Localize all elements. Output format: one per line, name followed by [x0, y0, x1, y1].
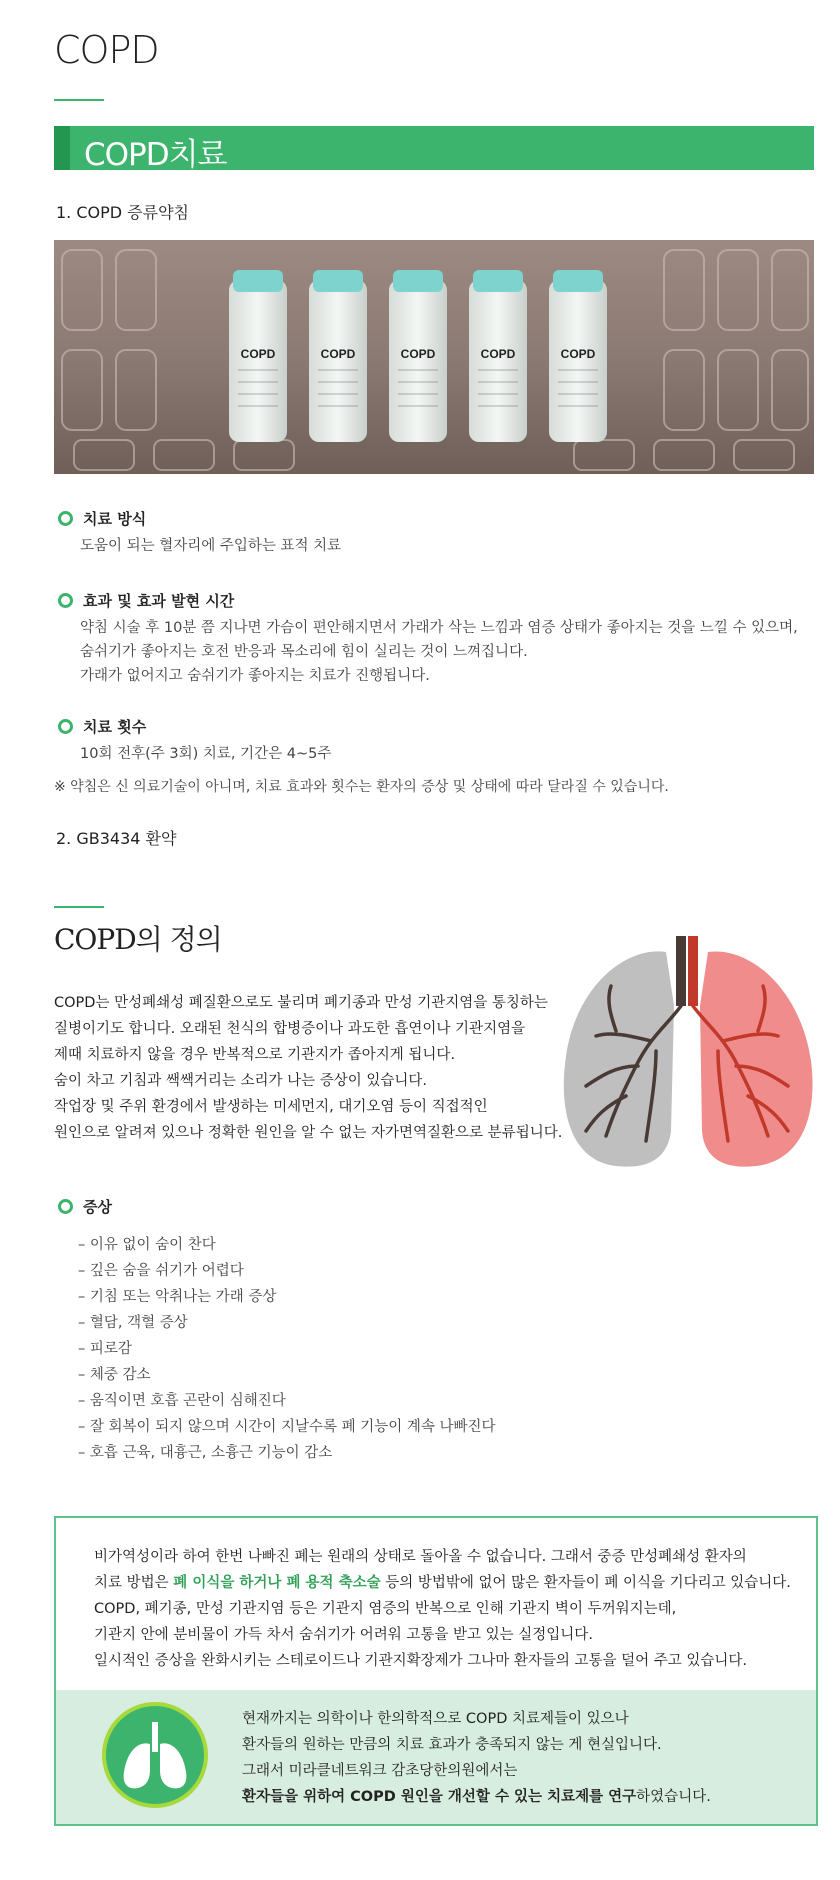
effect-heading: 효과 및 효과 발현 시간 [58, 590, 234, 611]
treatment-heading: COPD치료 [84, 137, 227, 173]
section2-title: 2. GB3434 환약 [56, 829, 177, 848]
list-item: – 움직이면 호흡 곤란이 심해진다 [78, 1393, 286, 1409]
info-box-conclusion: 현재까지는 의학이나 한의학적으로 COPD 치료제들이 있으나 환자들의 원하는 만큼의 치료 효과가 충족되지 않는 게 현실입니다. 그래서 미라클네트워크 감초당한의원에서는 환자들을 위하여 COPD 원인을 개선할 수 있는 치료제를 연구하였습니다. [242, 1711, 711, 1805]
lungs-illustration-icon [556, 936, 818, 1170]
bullet-ring-icon [58, 1199, 73, 1214]
list-item: – 잘 회복이 되지 않으며 시간이 지날수록 폐 기능이 계속 나빠진다 [78, 1419, 496, 1435]
list-item: – 기침 또는 악취나는 가래 증상 [78, 1289, 277, 1305]
title-divider [54, 99, 104, 101]
bullet-ring-icon [58, 511, 73, 526]
info-box-highlight-panel [56, 1690, 816, 1824]
section1-title: 1. COPD 증류약침 [56, 203, 189, 222]
list-item: – 피로감 [78, 1341, 132, 1357]
definition-divider [54, 906, 104, 908]
treatment-method-text: 도움이 되는 혈자리에 주입하는 표적 치료 [80, 538, 342, 554]
vial-label-4: COPD [480, 347, 516, 361]
vial-label-3: COPD [400, 347, 436, 361]
bullet-ring-icon [58, 593, 73, 608]
page-title: COPD [54, 28, 159, 72]
lungs-circle-icon [102, 1702, 208, 1808]
symptoms-heading: 증상 [58, 1196, 112, 1217]
definition-body: COPD는 만성폐쇄성 폐질환으로도 불리며 폐기종과 만성 기관지염을 통칭하는 질병이기도 합니다. 오래된 천식의 합병증이나 과도한 흡연이나 기관지염을 제때 치료하지 않을 경우 반복적으로 기관지가 좁아지게 됩니다. 숨이 차고 기침과 쌕쌕거리는 소리가 나는 증상이 있습니다. 작업장 및 주위 환경에서 발생하는 미세먼지, 대기오염 등이 직접적인 원인으로 알려져 있으나 정확한 원인을 알 수 없는 자가면역질환으로 분류됩니다. [54, 995, 563, 1141]
white-lungs-icon [106, 1706, 204, 1804]
vial-label-2: COPD [320, 347, 356, 361]
treatment-method-heading: 치료 방식 [58, 508, 146, 529]
list-item: – 체중 감소 [78, 1367, 151, 1383]
definition-title: COPD의 정의 [54, 923, 222, 956]
list-item: – 호흡 근육, 대흉근, 소흉근 기능이 감소 [78, 1445, 333, 1461]
symptoms-list [78, 1232, 496, 1466]
treatment-count-heading: 치료 횟수 [58, 716, 146, 737]
list-item: – 깊은 숨을 쉬기가 어렵다 [78, 1263, 244, 1279]
treatment-count-text: 10회 전후(주 3회) 치료, 기간은 4~5주 [80, 746, 332, 762]
treatment-heading-bar [54, 126, 814, 173]
info-box [54, 1516, 818, 1826]
bullet-ring-icon [58, 719, 73, 734]
highlight-text: 폐 이식을 하거나 폐 용적 축소술 [173, 1575, 381, 1591]
vial-label-5: COPD [560, 347, 596, 361]
vials-photo [54, 240, 814, 474]
heading-bar-accent [54, 126, 70, 170]
list-item: – 이유 없이 숨이 찬다 [78, 1237, 216, 1253]
vials-illustration [54, 240, 814, 474]
vial-label-1: COPD [240, 347, 276, 361]
list-item: – 혈담, 객혈 증상 [78, 1315, 188, 1331]
info-box-text: 비가역성이라 하여 한번 나빠진 폐는 원래의 상태로 돌아올 수 없습니다. 그래서 중증 만성폐쇄성 환자의 치료 방법은 폐 이식을 하거나 폐 용적 축소술 등의 방법밖에 없어 많은 환자들이 폐 이식을 기다리고 있습니다. COPD, 폐기종, 만성 기관지염 등은 기관지 염증의 반복으로 인해 기관지 벽이 두꺼워지는데, 기관지 안에 분비물이 가득 차서 숨쉬기가 어려워 고통을 받고 있는 실정입니다. 일시적인 증상을 완화시키는 스테로이드나 기관지확장제가 그나마 환자들의 고통을 덜어 주고 있습니다. [94, 1549, 791, 1669]
effect-text: 약침 시술 후 10분 쯤 지나면 가슴이 편안해지면서 가래가 삭는 느낌과 염증 상태가 좋아지는 것을 느낄 수 있으며, 숨쉬기가 좋아지는 호전 반응과 목소리에 힘이 실리는 것이 느껴집니다. 가래가 없어지고 숨쉬기가 좋아지는 치료가 진행됩니다. [80, 620, 798, 684]
disclaimer-note: ※ 약침은 신 의료기술이 아니며, 치료 효과와 횟수는 환자의 증상 및 상태에 따라 달라질 수 있습니다. [54, 779, 669, 795]
